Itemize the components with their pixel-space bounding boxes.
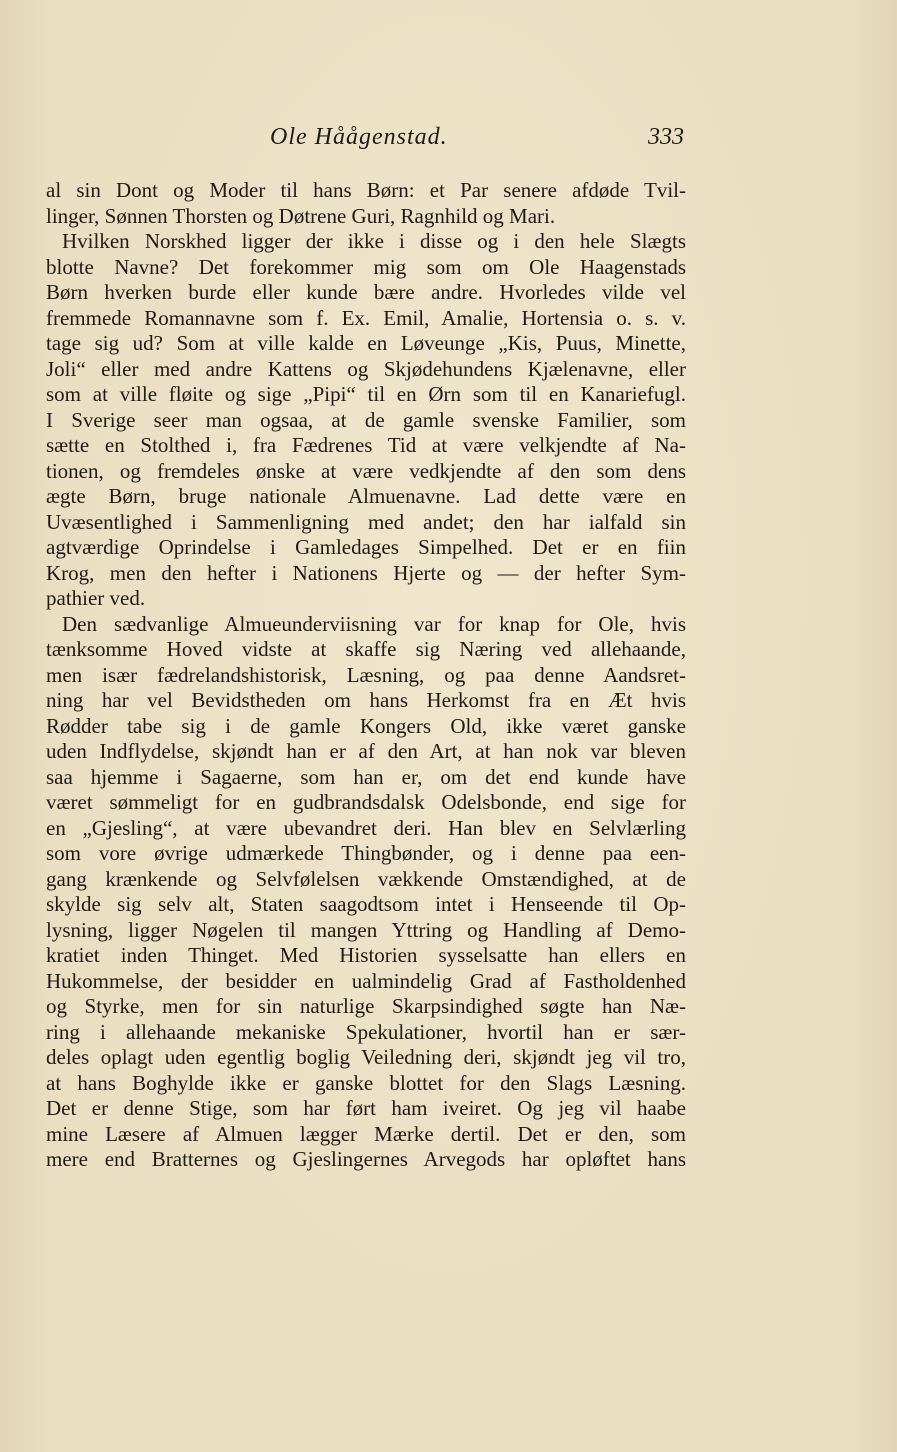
text-line: men især fædrelandshistorisk, Læsning, og paa denne Aandsret- [46, 662, 686, 687]
text-line: I Sverige seer man ogsaa, at de gamle svenske Familier, som [46, 407, 686, 432]
text-line: uden Indflydelse, skjøndt han er af den Art, at han nok var bleven [46, 739, 686, 763]
body-text [46, 178, 686, 1173]
text-line: ægte Børn, bruge nationale Almuenavne. Lad dette være en [46, 484, 686, 508]
text-line: Krog, men den hefter i Nationens Hjerte og — der hefter Sym- [46, 560, 686, 585]
text-line: Joli“ eller med andre Kattens og Skjødehundens Kjælenavne, eller [46, 356, 686, 381]
text-line: som at ville fløite og sige „Pipi“ til en Ørn som til en Kanariefugl. [46, 382, 686, 406]
text-line: været sømmeligt for en gudbrandsdalsk Odelsbonde, end sige for [46, 790, 686, 814]
text-line: tionen, og fremdeles ønske at være vedkjendte af den som dens [46, 458, 686, 483]
text-line: pathier ved. [46, 586, 146, 610]
text-line: lysning, ligger Nøgelen til mangen Yttring og Handling af Demo- [46, 917, 686, 942]
text-line: Uvæsentlighed i Sammenligning med andet; den har ialfald sin [46, 509, 686, 534]
text-line: ring i allehaande mekaniske Spekulationer, hvortil han er sær- [46, 1019, 686, 1044]
text-line: som vore øvrige udmærkede Thingbønder, og i denne paa een- [46, 841, 686, 865]
text-line: al sin Dont og Moder til hans Børn: et Par senere afdøde Tvil- [46, 178, 686, 202]
text-line: deles oplagt uden egentlig boglig Veiledning deri, skjøndt jeg vil tro, [46, 1045, 686, 1069]
text-line: og Styrke, men for sin naturlige Skarpsindighed søgte han Næ- [46, 994, 686, 1018]
text-line: gang krænkende og Selvfølelsen vækkende Omstændighed, at de [46, 866, 686, 891]
text-line: mere end Bratternes og Gjeslingernes Arvegods har opløftet hans [46, 1147, 686, 1171]
text-line: Børn hverken burde eller kunde bære andre. Hvorledes vilde vel [46, 280, 686, 304]
text-line: ning har vel Bevidstheden om hans Herkomst fra en Æt hvis [46, 688, 686, 712]
text-line: sætte en Stolthed i, fra Fædrenes Tid at være velkjendte af Na- [46, 433, 686, 457]
running-head [46, 120, 686, 154]
text-line: Den sædvanlige Almueunderviisning var for knap for Ole, hvis [62, 611, 686, 636]
text-line: tage sig ud? Som at ville kalde en Løveunge „Kis, Puus, Minette, [46, 331, 686, 355]
text-line: kratiet inden Thinget. Med Historien sysselsatte han ellers en [46, 943, 686, 967]
text-line: blotte Navne? Det forekommer mig som om Ole Haagenstads [46, 254, 686, 279]
text-line: tænksomme Hoved vidste at skaffe sig Næring ved allehaande, [46, 637, 686, 661]
text-line: Det er denne Stige, som har ført ham iveiret. Og jeg vil haabe [46, 1096, 686, 1120]
text-line: Rødder tabe sig i de gamle Kongers Old, ikke været ganske [46, 713, 686, 738]
text-line: Hukommelse, der besidder en ualmindelig Grad af Fastholdenhed [46, 968, 686, 993]
text-line: Hvilken Norskhed ligger der ikke i disse og i den hele Slægts [62, 229, 686, 253]
text-line: agtværdige Oprindelse i Gamledages Simpelhed. Det er en fiin [46, 535, 686, 559]
page-number: 333 [648, 124, 684, 150]
text-line: linger, Sønnen Thorsten og Døtrene Guri, Ragnhild og Mari. [46, 203, 556, 228]
running-title: Ole Håågenstad. [270, 124, 448, 150]
text-line: mine Læsere af Almuen lægger Mærke dertil. Det er den, som [46, 1121, 686, 1146]
text-line: skylde sig selv alt, Staten saagodtsom intet i Henseende til Op- [46, 892, 686, 916]
text-line: fremmede Romannavne som f. Ex. Emil, Amalie, Hortensia o. s. v. [46, 305, 686, 330]
text-line: at hans Boghylde ikke er ganske blottet for den Slags Læsning. [46, 1070, 686, 1095]
text-line: saa hjemme i Sagaerne, som han er, om det end kunde have [46, 764, 686, 789]
text-line: en „Gjesling“, at være ubevandret deri. Han blev en Selvlærling [46, 815, 686, 840]
